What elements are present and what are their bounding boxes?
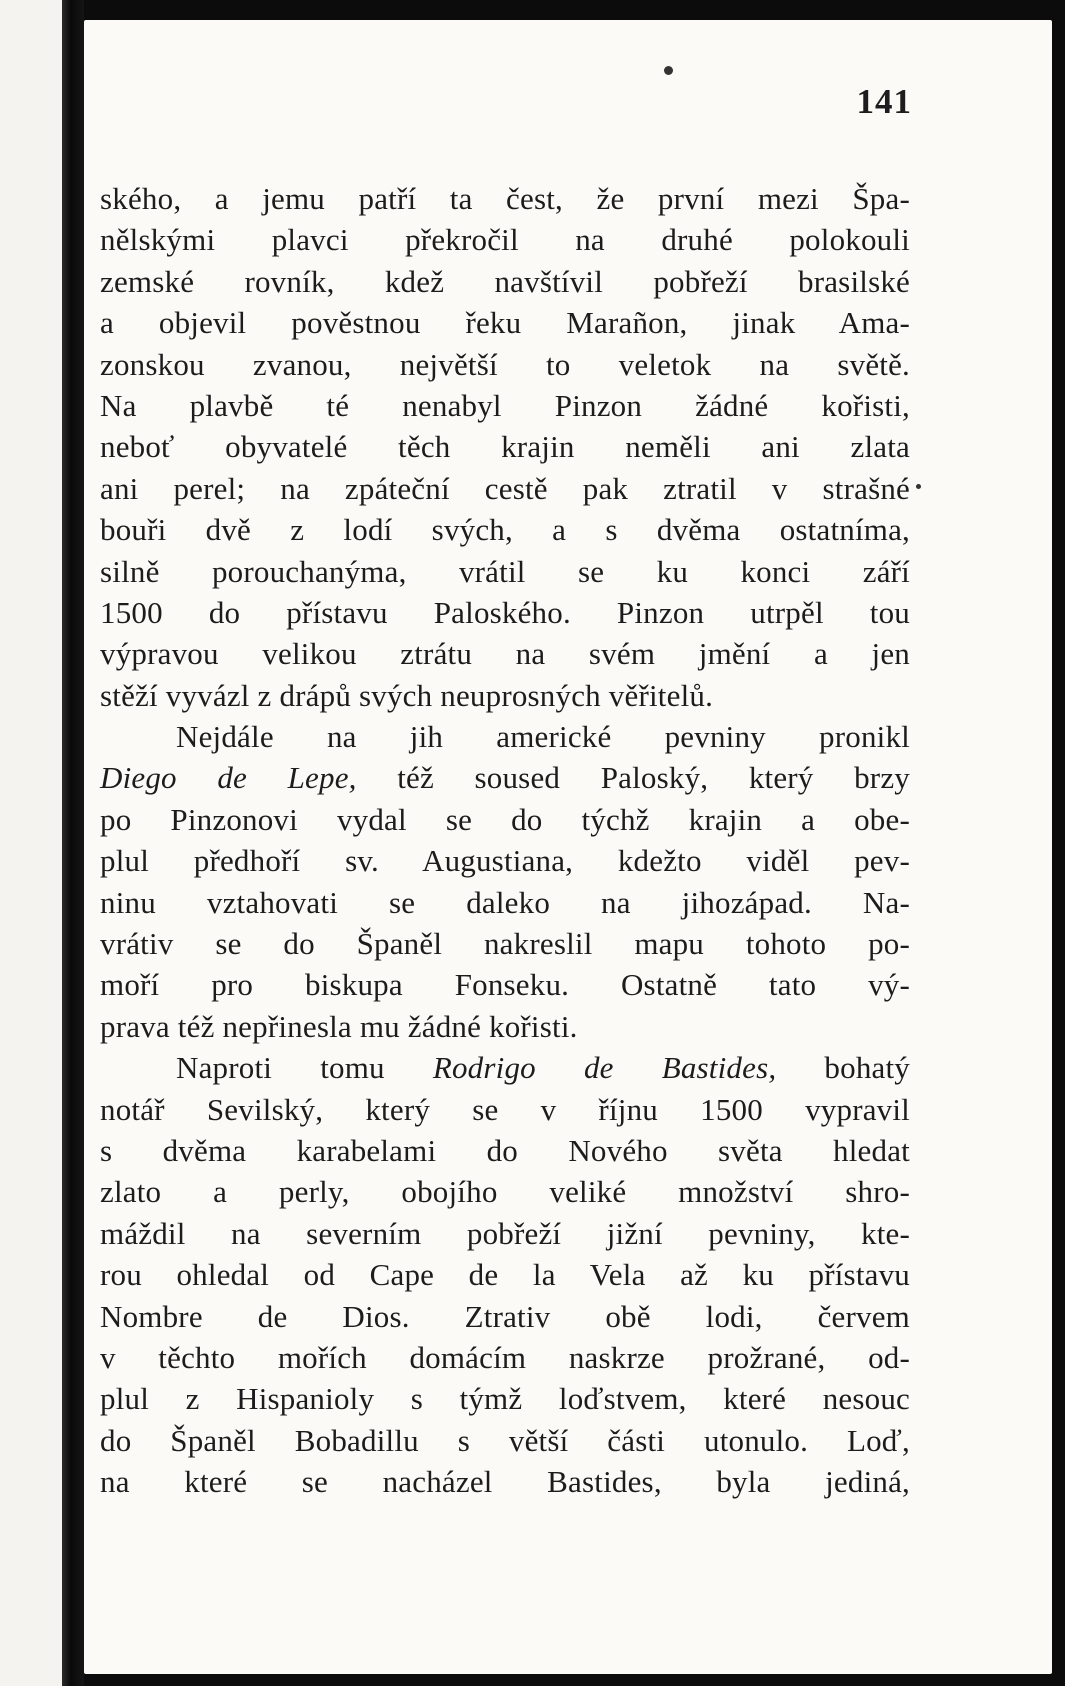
text-line: stěží vyvázl z drápů svých neuprosných věřitelů. bbox=[100, 677, 714, 713]
text-line: rou ohledal od Cape de la Vela až ku přístavu bbox=[100, 1257, 910, 1293]
text-line: 1500 do přístavu Paloského. Pinzon utrpěl tou bbox=[100, 594, 910, 630]
line-text: též soused Paloský, který brzy bbox=[356, 760, 910, 796]
text-line: silně porouchanýma, vrátil se ku konci září bbox=[100, 553, 910, 589]
text-line: máždil na severním pobřeží jižní pevniny, kte- bbox=[100, 1215, 910, 1251]
person-name: Diego de Lepe, bbox=[100, 760, 357, 796]
print-speck bbox=[916, 484, 921, 489]
text-line: nělskými plavci překročil na druhé polokouli bbox=[100, 222, 910, 258]
text-line: notář Sevilský, který se v říjnu 1500 vypravil bbox=[100, 1091, 910, 1127]
person-name: Rodrigo de Bastides, bbox=[432, 1050, 777, 1086]
scan-left-margin bbox=[0, 0, 62, 1686]
text-line: bouři dvě z lodí svých, a s dvěma ostatníma, bbox=[100, 512, 910, 548]
page-number: 141 bbox=[856, 82, 912, 121]
body-text bbox=[100, 178, 910, 1503]
text-line: zemské rovník, kdež navštívil pobřeží brasilské bbox=[100, 263, 910, 299]
line-text: bohatý bbox=[776, 1050, 910, 1086]
text-line: neboť obyvatelé těch krajin neměli ani zlata bbox=[100, 429, 910, 465]
text-line: výpravou velikou ztrátu na svém jmění a jen bbox=[100, 636, 910, 672]
text-line bbox=[100, 757, 910, 798]
print-speck bbox=[664, 66, 673, 75]
scan-gutter-shadow bbox=[62, 0, 84, 1686]
text-line: ského, a jemu patří ta čest, že první mezi Špa- bbox=[100, 181, 910, 216]
text-line: zlato a perly, obojího veliké množství shro- bbox=[100, 1174, 910, 1210]
text-line: zonskou zvanou, největší to veletok na světě. bbox=[100, 346, 910, 382]
text-line: v těchto mořích domácím naskrze prožrané, od- bbox=[100, 1339, 910, 1375]
text-line: Na plavbě té nenabyl Pinzon žádné kořisti, bbox=[100, 387, 910, 423]
text-line: do Španěl Bobadillu s větší části utonulo. Loď, bbox=[100, 1422, 910, 1458]
text-line: vrátiv se do Španěl nakreslil mapu tohoto po- bbox=[100, 926, 910, 962]
line-text: Naproti tomu bbox=[176, 1050, 433, 1086]
text-line: moří pro biskupa Fonseku. Ostatně tato vý- bbox=[100, 967, 910, 1003]
text-line: a objevil pověstnou řeku Marañon, jinak Ama- bbox=[100, 305, 910, 341]
text-line: plul předhoří sv. Augustiana, kdežto viděl pev- bbox=[100, 843, 910, 879]
text-line: ani perel; na zpáteční cestě pak ztratil v strašné bbox=[100, 470, 910, 506]
paragraph-start-line bbox=[100, 1047, 910, 1088]
paragraph-start-line: Nejdále na jih americké pevniny pronikl bbox=[176, 719, 910, 755]
text-line: plul z Hispanioly s týmž loďstvem, které nesouc bbox=[100, 1381, 910, 1417]
text-line: s dvěma karabelami do Nového světa hledat bbox=[100, 1132, 910, 1168]
text-line: na které se nacházel Bastides, byla jediná, bbox=[100, 1464, 910, 1500]
text-line: ninu vztahovati se daleko na jihozápad. Na- bbox=[100, 884, 910, 920]
text-line: prava též nepřinesla mu žádné kořisti. bbox=[100, 1008, 578, 1044]
text-line: Nombre de Dios. Ztrativ obě lodi, červem bbox=[100, 1298, 910, 1334]
text-line: po Pinzonovi vydal se do týchž krajin a obe- bbox=[100, 801, 910, 837]
